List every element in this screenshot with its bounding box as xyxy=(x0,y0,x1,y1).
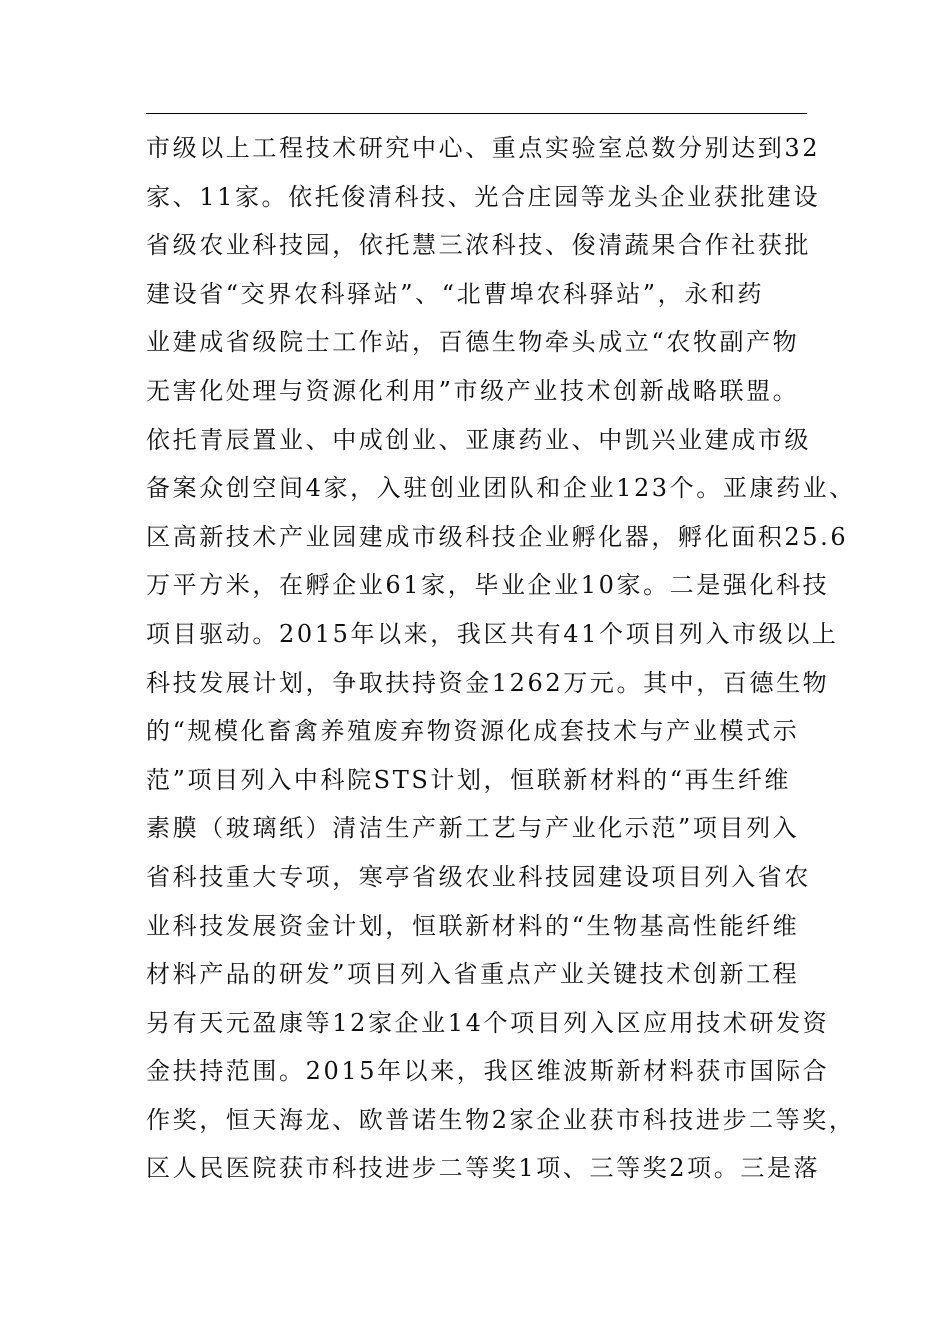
text-line: 业建成省级院士工作站，百德生物牵头成立“农牧副产物 xyxy=(146,328,800,357)
header-rule xyxy=(146,113,807,114)
text-line: 素膜（玻璃纸）清洁生产新工艺与产业化示范”项目列入 xyxy=(146,814,800,843)
body-text xyxy=(146,124,856,1193)
text-line: 的“规模化畜禽养殖废弃物资源化成套技术与产业模式示 xyxy=(146,717,800,746)
text-line: 家、11家。依托俊清科技、光合庄园等龙头企业获批建设 xyxy=(146,182,821,211)
text-line: 范”项目列入中科院STS计划，恒联新材料的“再生纤维 xyxy=(146,765,792,794)
text-line: 区人民医院获市科技进步二等奖1项、三等奖2项。三是落 xyxy=(146,1154,821,1183)
text-line: 依托青辰置业、中成创业、亚康药业、中凯兴业建成市级 xyxy=(146,425,811,454)
text-line: 材料产品的研发”项目列入省重点产业关键技术创新工程 xyxy=(146,960,800,989)
text-line: 万平方米，在孵企业61家，毕业企业10家。二是强化科技 xyxy=(146,571,830,600)
text-line: 市级以上工程技术研究中心、重点实验室总数分别达到32 xyxy=(146,134,821,162)
text-line: 省级农业科技园，依托慧三浓科技、俊清蔬果合作社获批 xyxy=(146,231,811,260)
text-line: 区高新技术产业园建成市级科技企业孵化器，孵化面积25.6 xyxy=(146,522,849,551)
text-line: 作奖，恒天海龙、欧普诺生物2家企业获市科技进步二等奖， xyxy=(146,1105,856,1134)
text-line: 省科技重大专项，寒亭省级农业科技园建设项目列入省农 xyxy=(146,862,811,891)
text-line: 另有天元盈康等12家企业14个项目列入区应用技术研发资 xyxy=(146,1008,830,1037)
text-line: 金扶持范围。2015年以来，我区维波斯新材料获市国际合 xyxy=(146,1057,830,1086)
text-line: 科技发展计划，争取扶持资金1262万元。其中，百德生物 xyxy=(146,668,830,697)
text-line: 无害化处理与资源化利用”市级产业技术创新战略联盟。 xyxy=(146,376,800,405)
text-line: 备案众创空间4家，入驻创业团队和企业123个。亚康药业、 xyxy=(146,474,856,503)
text-line: 业科技发展资金计划，恒联新材料的“生物基高性能纤维 xyxy=(146,911,800,940)
text-line: 项目驱动。2015年以来，我区共有41个项目列入市级以上 xyxy=(146,619,839,648)
text-line: 建设省“交界农科驿站”、“北曹埠农科驿站”，永和药 xyxy=(146,279,765,308)
